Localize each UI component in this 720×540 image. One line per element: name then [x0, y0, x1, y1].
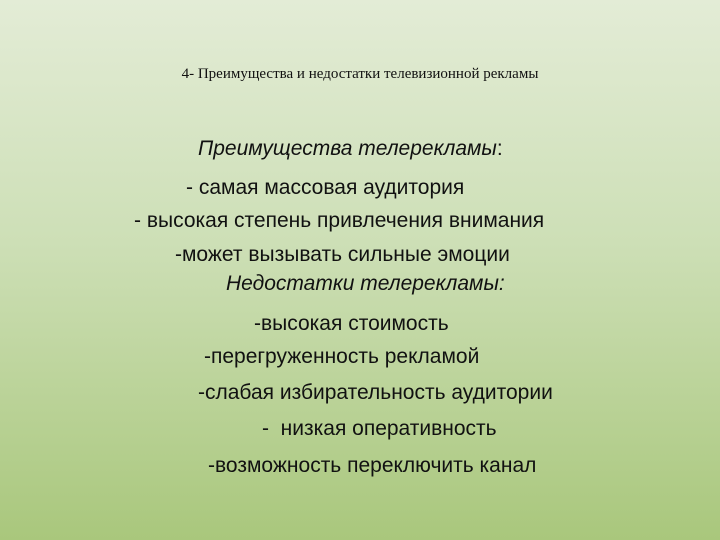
advantages-heading-row — [198, 136, 503, 162]
advantages-heading: Преимущества телерекламы — [198, 137, 497, 160]
disadvantage-item-5: -возможность переключить канал — [208, 454, 537, 477]
disadvantage-item-4: - низкая оперативность — [262, 417, 497, 440]
disadvantage-item-2: -перегруженность рекламой — [204, 345, 480, 368]
advantages-heading-colon: : — [496, 137, 503, 160]
disadvantage-item-1: -высокая стоимость — [254, 312, 449, 335]
disadvantages-heading: Недостатки телерекламы: — [226, 272, 505, 295]
advantage-item-3: -может вызывать сильные эмоции — [175, 243, 510, 266]
advantage-item-1: - самая массовая аудитория — [186, 176, 465, 199]
slide-title: 4- Преимущества и недостатки телевизионной рекламы — [181, 66, 539, 82]
advantage-item-2: - высокая степень привлечения внимания — [134, 209, 545, 232]
disadvantage-item-3: -слабая избирательность аудитории — [198, 381, 553, 404]
